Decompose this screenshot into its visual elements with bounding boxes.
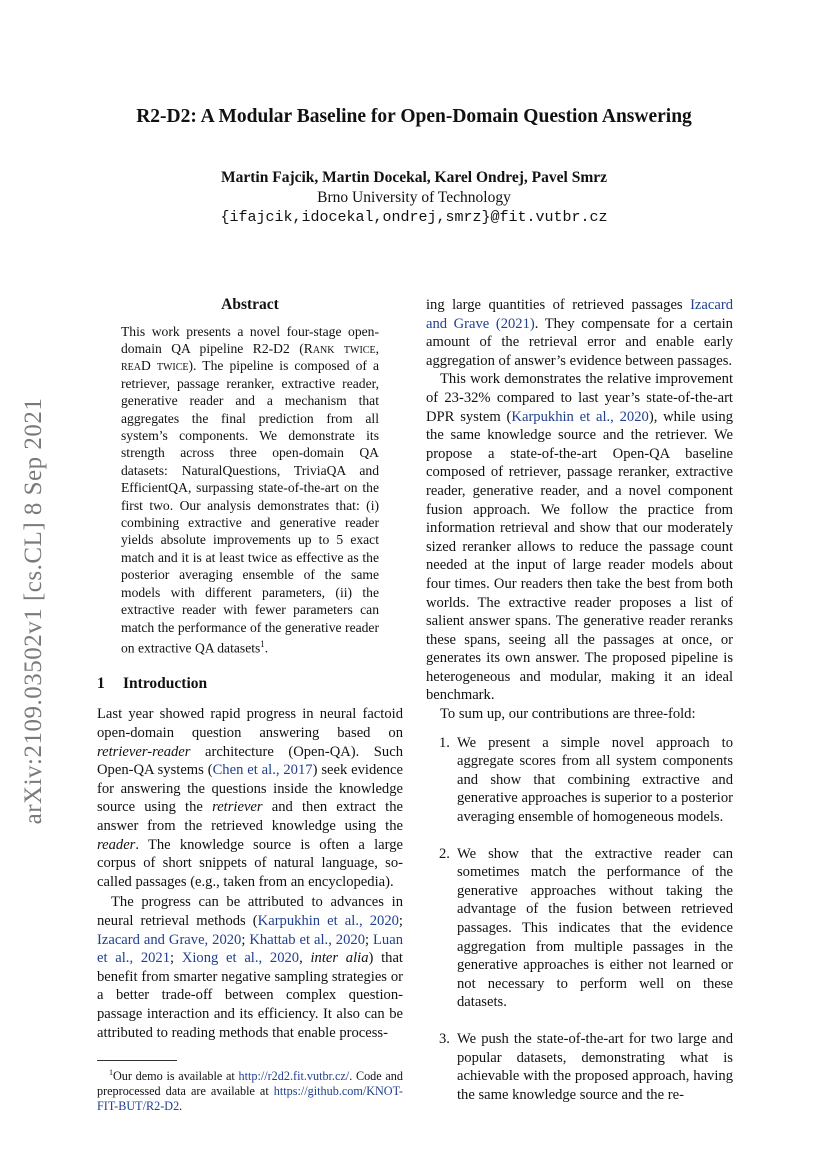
citation-link[interactable]: Luan et al., 2021 [97, 931, 404, 967]
paper-title: R2-D2: A Modular Baseline for Open-Domain Question Answering [136, 106, 692, 127]
emphasis: reader [97, 836, 136, 853]
section-number: 1 [97, 674, 105, 692]
abstract-part: , [375, 341, 379, 356]
left-column [97, 296, 403, 1114]
intro-paragraph-1 [97, 705, 403, 891]
author-names: Martin Fajcik, Martin Docekal, Karel Ondrej, Pavel Smrz [221, 169, 607, 186]
abstract-smallcaps: reaD twice [121, 358, 189, 374]
text-run: This work demonstrates the relative improvement of 23-32% compared to last year’s state-of-the-art DPR system ( [426, 371, 733, 425]
continued-paragraph [426, 296, 733, 370]
text-run: ) that benefit from smarter negative sampling strategies or a better trade-off between complex question-passage interaction and its efficiency. It also can be attributed to reading methods that enable process- [97, 950, 403, 1041]
demo-link[interactable]: http://r2d2.fit.vutbr.cz/ [238, 1069, 350, 1084]
section-title: Introduction [123, 674, 208, 692]
list-item [426, 1030, 733, 1104]
right-column [426, 296, 733, 1122]
abstract-part: ). The pipeline is composed of a retriever, passage reranker, extractive reader, generative reader and a mechanism that aggregates the final prediction from all system’s components. We demonstrate its strength across three open-domain QA datasets: NaturalQuestions, TriviaQA and EfficientQA, surpassing state-of-the-art on the first two. Our analysis demonstrates that: (i) combining extractive and generative reader yields absolute improvements up to 5 exact match and it is at least twice as effective as the posterior averaging ensemble of the same models with different parameters, (ii) the extractive reader with fewer parameters can match the performance of the generative reader on extractive QA datasets [121, 358, 379, 656]
citation-link[interactable]: Izacard and Grave (2021) [426, 297, 733, 332]
section-heading-introduction [97, 675, 403, 694]
abstract-part: This work presents a novel four-stage open-domain QA pipeline R2-D2 ( [121, 323, 379, 356]
intro-paragraph-2 [97, 893, 403, 1042]
text-run: The progress can be attributed to advances in neural retrieval methods ( [97, 894, 403, 929]
arxiv-sidebar-stamp [22, 376, 46, 846]
text-run: ing large quantities of retrieved passages [426, 297, 691, 313]
list-text: We show that the extractive reader can sometimes match the performance of the generative approaches without taking the advantage of the fusion between retrieved passages. This indicates that the evidence aggregation from multiple passages in the generative approaches is either not learned or not necessary to perform well on these datasets. [457, 845, 733, 1011]
text-run: ), while using the same knowledge source and the retriever. We propose a state-of-the-art Open-QA baseline composed of retriever, passage reranker, extractive reader, generative reader, and a novel component fusion approach. We follow the practice from information retrieval and show that our moderately sized reranker allows to reduce the passage count needed at the input of large reader models about four times. Our readers then take the best from both worlds. The extractive reader proposes a list of salient answer spans. The generative reader reranks these spans, seeing all the passages at once, or generates its own answer. The proposed pipeline is heterogeneous and modular, making it an ideal benchmark. [426, 408, 734, 704]
text-run: ) seek evidence for answering the questions inside the knowledge source using the [97, 762, 403, 816]
text-run: ; [170, 950, 182, 967]
text-run: and then extract the answer from the retrieved knowledge using the [97, 799, 403, 834]
citation-link[interactable]: Chen et al., 2017 [212, 762, 313, 779]
footnote-marker[interactable]: 1 [260, 638, 265, 649]
text-run: . They compensate for a certain amount of the retrieval error and enable early aggregation of answer’s evidence between passages. [426, 315, 733, 369]
footnote-number: 1 [109, 1068, 113, 1078]
list-text: We push the state-of-the-art for two large and popular datasets, demonstrating what is achievable with the proposed approach, having the same knowledge source and the re- [457, 1030, 733, 1103]
list-item [426, 845, 733, 1012]
abstract-smallcaps: Rank twice [303, 341, 376, 356]
author-block [0, 168, 828, 228]
text-run: Our demo is available at [113, 1069, 239, 1084]
text-run: . The knowledge source is often a large corpus of short snippets of natural language, so-called passages (e.g., taken from an encyclopedia). [97, 836, 403, 890]
text-run: ; [398, 912, 403, 929]
affiliation: Brno University of Technology [317, 189, 511, 206]
abstract-text [121, 323, 379, 657]
text-run: . Code and preprocessed data are available at [97, 1069, 403, 1099]
contributions-list [426, 734, 733, 1105]
abstract-heading: Abstract [221, 296, 279, 313]
text-run: ; [241, 931, 250, 948]
text-run: ; [365, 931, 374, 948]
summary-lead: To sum up, our contributions are three-fold: [440, 706, 696, 723]
citation-link[interactable]: Khattab et al., 2020 [249, 931, 365, 948]
list-number: 3. [439, 1030, 450, 1047]
text-run: . [179, 1099, 183, 1114]
arxiv-identifier: arXiv:2109.03502v1 [cs.CL] 8 Sep 2021 [20, 397, 47, 825]
footnote [97, 1065, 403, 1114]
emphasis: inter alia [310, 950, 369, 967]
citation-link[interactable]: Karpukhin et al., 2020 [257, 912, 399, 929]
list-item [426, 734, 733, 827]
emphasis: retriever [212, 799, 263, 816]
emphasis: retriever-reader [97, 743, 191, 760]
citation-link[interactable]: Karpukhin et al., 2020 [511, 408, 649, 425]
citation-link[interactable]: Xiong et al., 2020 [181, 950, 300, 967]
list-number: 2. [439, 845, 450, 862]
list-text: We present a simple novel approach to aggregate scores from all system components and show that combining extractive and generative approaches is superior to a posterior averaging ensemble of homogeneous models. [457, 734, 733, 826]
text-run: architecture (Open-QA). Such Open-QA systems ( [97, 743, 403, 779]
abstract-part: . [264, 640, 269, 656]
text-run: , [299, 950, 311, 967]
citation-link[interactable]: Izacard and Grave, 2020 [97, 931, 242, 948]
list-number: 1. [439, 734, 450, 751]
author-emails: {ifajcik,idocekal,ondrej,smrz}@fit.vutbr.cz [220, 209, 608, 226]
github-link[interactable]: https://github.com/KNOT-FIT-BUT/R2-D2 [97, 1084, 403, 1114]
text-run: Last year showed rapid progress in neural factoid open-domain question answering based on [97, 706, 403, 742]
contribution-paragraph [426, 370, 733, 705]
footnote-divider [97, 1060, 177, 1061]
